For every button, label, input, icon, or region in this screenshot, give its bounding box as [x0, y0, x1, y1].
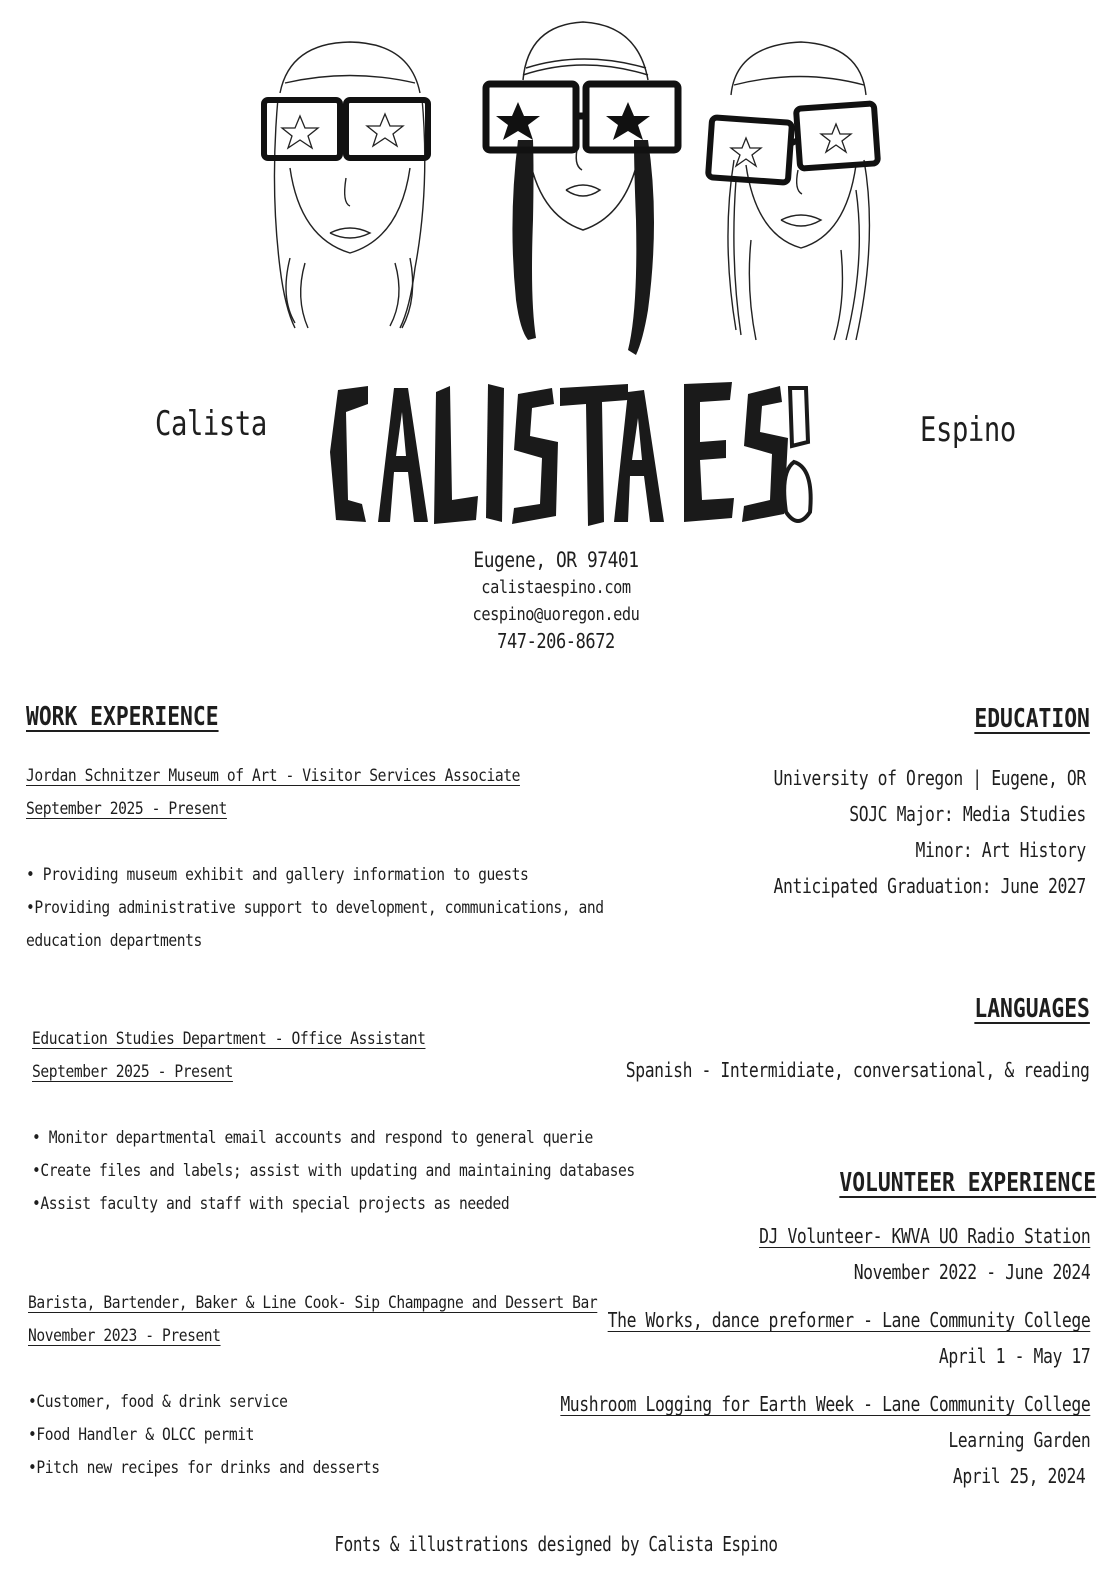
work-heading: WORK EXPERIENCE [26, 702, 219, 732]
volunteer-dates: April 25, 2024 [952, 1464, 1086, 1488]
job-title: Barista, Bartender, Baker & Line Cook- Sip Champagne and Dessert Bar [28, 1293, 598, 1313]
education-graduation: Anticipated Graduation: June 2027 [773, 874, 1086, 898]
volunteer-dates: April 1 - May 17 [938, 1344, 1090, 1368]
last-name: Espino [920, 410, 1016, 450]
job-bullet: • Providing museum exhibit and gallery information to guests [26, 865, 529, 885]
job-bullet: • Monitor departmental email accounts and respond to general querie [32, 1128, 593, 1148]
job-dates: September 2025 - Present [32, 1062, 233, 1082]
job-bullet: •Customer, food & drink service [28, 1392, 288, 1412]
job-entry [26, 760, 604, 958]
education-minor: Minor: Art History [915, 838, 1086, 862]
portrait-left-icon [250, 38, 450, 338]
education-school: University of Oregon | Eugene, OR [773, 766, 1086, 790]
volunteer-title: DJ Volunteer- KWVA UO Radio Station [758, 1224, 1090, 1248]
contact-location: Eugene, OR 97401 [473, 548, 639, 572]
contact-email[interactable]: cespino@uoregon.edu [472, 604, 640, 625]
footer-credit: Fonts & illustrations designed by Calista Espino [334, 1532, 778, 1556]
job-title: Jordan Schnitzer Museum of Art - Visitor Services Associate [26, 766, 520, 786]
job-bullet: education departments [26, 931, 202, 951]
volunteer-block [560, 1218, 1090, 1494]
portrait-center-icon [478, 20, 688, 360]
job-bullet: •Assist faculty and staff with special projects as needed [32, 1194, 510, 1214]
job-dates: November 2023 - Present [28, 1326, 221, 1346]
job-bullet: •Pitch new recipes for drinks and desserts [28, 1458, 380, 1478]
job-title: Education Studies Department - Office Assistant [32, 1029, 426, 1049]
first-name: Calista [155, 404, 267, 444]
languages-heading: LANGUAGES [974, 994, 1090, 1024]
contact-phone[interactable]: 747-206-8672 [497, 629, 615, 653]
volunteer-heading: VOLUNTEER EXPERIENCE [839, 1168, 1096, 1198]
education-major: SOJC Major: Media Studies [849, 802, 1086, 826]
education-block [774, 760, 1086, 904]
education-heading: EDUCATION [974, 704, 1090, 734]
job-entry [32, 1023, 635, 1221]
contact-website[interactable]: calistaespino.com [481, 577, 631, 598]
languages-line: Spanish - Intermidiate, conversational, & reading [626, 1058, 1090, 1082]
job-bullet: •Create files and labels; assist with updating and maintaining databases [32, 1161, 635, 1181]
volunteer-title-continued: Learning Garden [948, 1428, 1090, 1452]
portrait-right-icon [706, 40, 886, 350]
job-bullet: •Food Handler & OLCC permit [28, 1425, 255, 1445]
job-bullet: •Providing administrative support to development, communications, and [26, 898, 604, 918]
volunteer-title: The Works, dance preformer - Lane Community College [607, 1308, 1090, 1332]
job-dates: September 2025 - Present [26, 799, 227, 819]
job-entry [28, 1287, 597, 1485]
volunteer-title: Mushroom Logging for Earth Week - Lane Community College [560, 1392, 1090, 1416]
volunteer-dates: November 2022 - June 2024 [853, 1260, 1090, 1284]
contact-block [0, 546, 1112, 655]
name-logo-icon [328, 372, 814, 532]
